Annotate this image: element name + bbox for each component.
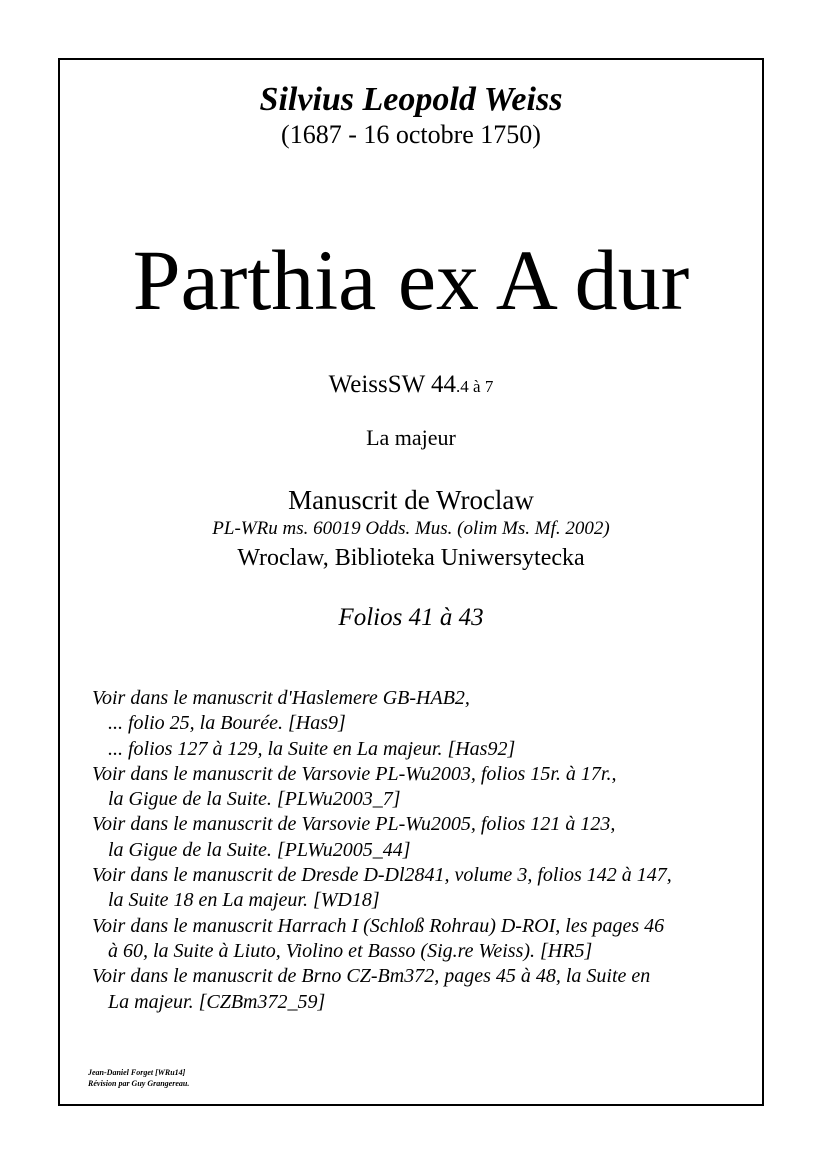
- credits: [88, 1067, 189, 1089]
- note-line: Voir dans le manuscrit de Dresde D-Dl2841, volume 3, folios 142 à 147,: [92, 864, 672, 887]
- manuscript-shelfmark: PL-WRu ms. 60019 Odds. Mus. (olim Ms. Mf. 2002): [212, 518, 610, 539]
- catalog-sub: .4 à 7: [456, 377, 494, 396]
- work-key: La majeur: [366, 425, 456, 450]
- composer-name: Silvius Leopold Weiss: [259, 81, 563, 118]
- credits-revision: Révision par Guy Grangereau.: [88, 1079, 190, 1088]
- note-line: Voir dans le manuscrit d'Haslemere GB-HAB2,: [92, 687, 470, 709]
- note-line: la Suite 18 en La majeur. [WD18]: [108, 889, 380, 912]
- note-line: Voir dans le manuscrit de Varsovie PL-Wu2005, folios 121 à 123,: [92, 813, 616, 836]
- credits-editor: Jean-Daniel Forget [WRu14]: [88, 1068, 186, 1077]
- concordance-notes: [92, 686, 752, 1015]
- catalog-main: WeissSW 44: [328, 371, 457, 398]
- manuscript-library: Wroclaw, Biblioteka Uniwersytecka: [237, 545, 585, 571]
- note-line: ... folio 25, la Bourée. [Has9]: [108, 712, 346, 735]
- manuscript-folios: Folios 41 à 43: [338, 604, 484, 631]
- manuscript-name: Manuscrit de Wroclaw: [288, 485, 534, 515]
- note-line: la Gigue de la Suite. [PLWu2003_7]: [108, 788, 401, 811]
- work-title: Parthia ex A dur: [132, 232, 690, 328]
- note-line: La majeur. [CZBm372_59]: [108, 990, 326, 1013]
- note-line: Voir dans le manuscrit Harrach I (Schloß Rohrau) D-ROI, les pages 46: [92, 914, 665, 937]
- note-line: Voir dans le manuscrit de Brno CZ-Bm372, pages 45 à 48, la Suite en: [92, 965, 651, 988]
- note-line: ... folios 127 à 129, la Suite en La majeur. [Has92]: [108, 737, 516, 760]
- catalog-number: [60, 370, 762, 402]
- page-frame: [58, 58, 764, 1106]
- composer-dates: (1687 - 16 octobre 1750): [281, 120, 541, 149]
- note-line: à 60, la Suite à Liuto, Violino et Basso (Sig.re Weiss). [HR5]: [108, 939, 593, 962]
- note-line: la Gigue de la Suite. [PLWu2005_44]: [108, 838, 411, 861]
- note-line: Voir dans le manuscrit de Varsovie PL-Wu2003, folios 15r. à 17r.,: [92, 762, 617, 785]
